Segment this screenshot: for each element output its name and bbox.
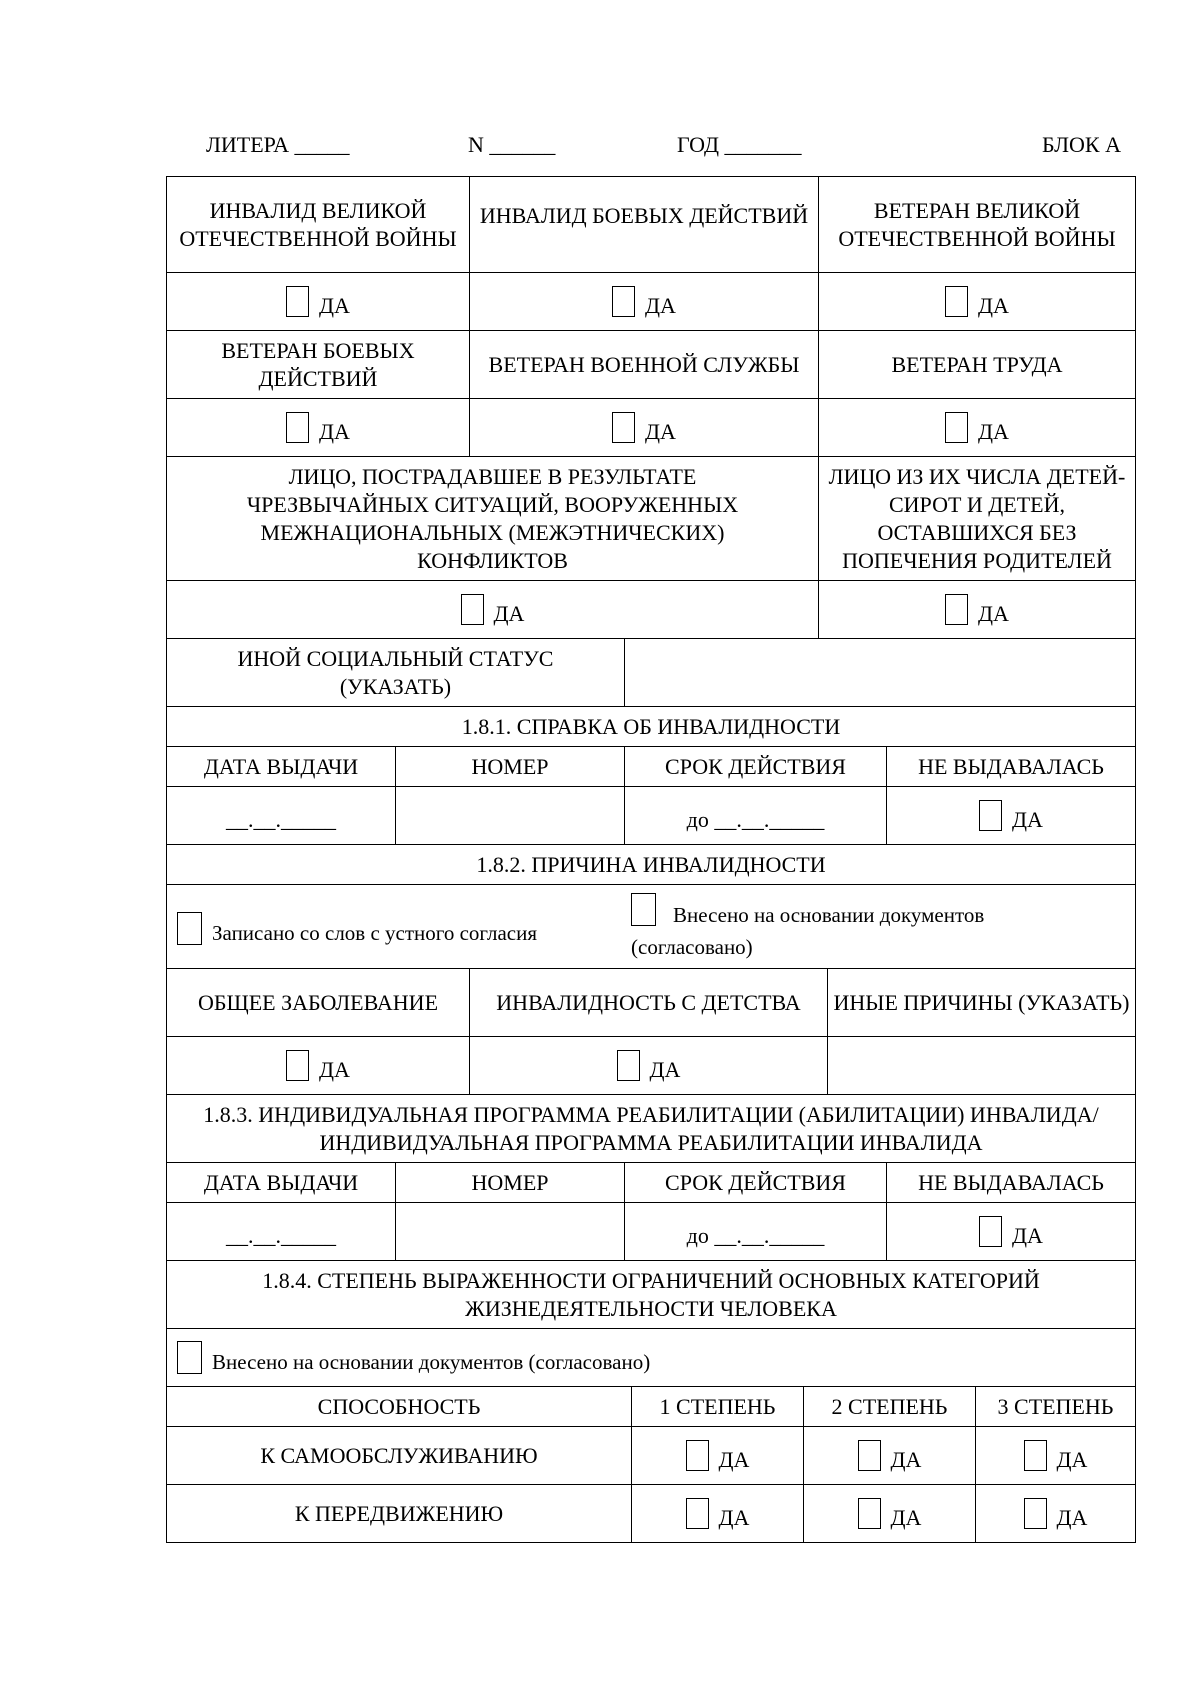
option-docs[interactable]	[631, 899, 1071, 963]
status-label-military-veteran: ВЕТЕРАН ВОЕННОЙ СЛУЖБЫ	[469, 330, 819, 399]
col-not-issued: НЕ ВЫДАВАЛАСЬ	[886, 746, 1136, 787]
status-cell	[818, 272, 1136, 331]
number-input[interactable]	[395, 786, 625, 845]
until-blank: до __.__._____	[686, 1223, 825, 1248]
status-label-combat-invalid: ИНВАЛИД БОЕВЫХ ДЕЙСТВИЙ	[469, 176, 819, 273]
checkbox[interactable]	[945, 412, 968, 443]
checkbox[interactable]	[1024, 1498, 1047, 1529]
status-label-combat-veteran: ВЕТЕРАН БОЕВЫХ ДЕЙСТВИЙ	[166, 330, 470, 399]
col-degree-2: 2 СТЕПЕНЬ	[803, 1386, 976, 1427]
yes-label: ДА	[1056, 1505, 1088, 1530]
yes-label: ДА	[978, 601, 1009, 626]
degree-cell	[631, 1484, 804, 1543]
col-number: НОМЕР	[395, 1162, 625, 1203]
checkbox[interactable]	[686, 1498, 709, 1529]
yes-label: ДА	[493, 601, 525, 626]
validity-input[interactable]	[624, 1202, 887, 1261]
col-issue-date: ДАТА ВЫДАЧИ	[166, 746, 396, 787]
col-ability: СПОСОБНОСТЬ	[166, 1386, 632, 1427]
status-cell	[166, 580, 819, 639]
section-183-title: 1.8.3. ИНДИВИДУАЛЬНАЯ ПРОГРАММА РЕАБИЛИТАЦИИ (АБИЛИТАЦИИ) ИНВАЛИДА/ИНДИВИДУАЛЬНАЯ ПРОГРАММА РЕАБИЛИТАЦИИ ИНВАЛИДА	[166, 1094, 1136, 1163]
consent-row	[166, 884, 1136, 969]
checkbox[interactable]	[945, 594, 968, 625]
status-cell	[818, 580, 1136, 639]
section-182-title: 1.8.2. ПРИЧИНА ИНВАЛИДНОСТИ	[166, 844, 1136, 885]
form-table	[166, 176, 1136, 1564]
col-childhood-disability: ИНВАЛИДНОСТЬ С ДЕТСТВА	[469, 968, 828, 1037]
yes-label: ДА	[978, 293, 1009, 318]
col-number: НОМЕР	[395, 746, 625, 787]
checkbox[interactable]	[631, 893, 656, 926]
ability-self-care: К САМООБСЛУЖИВАНИЮ	[166, 1426, 632, 1485]
degree-cell	[803, 1426, 976, 1485]
yes-label: ДА	[319, 1057, 350, 1082]
issue-date-input[interactable]	[166, 786, 396, 845]
checkbox[interactable]	[286, 412, 309, 443]
yes-label: ДА	[978, 419, 1009, 444]
status-label-wwii-invalid: ИНВАЛИД ВЕЛИКОЙ ОТЕЧЕСТВЕННОЙ ВОЙНЫ	[166, 176, 470, 273]
yes-label: ДА	[718, 1447, 750, 1472]
option-verbal[interactable]	[177, 912, 537, 945]
litera-field[interactable]: ЛИТЕРА _____	[206, 132, 350, 157]
reason-cell	[166, 1036, 470, 1095]
number-input[interactable]	[395, 1202, 625, 1261]
col-validity: СРОК ДЕЙСТВИЯ	[624, 746, 887, 787]
checkbox[interactable]	[858, 1440, 881, 1471]
yes-label: ДА	[1056, 1447, 1088, 1472]
status-label-wwii-veteran: ВЕТЕРАН ВЕЛИКОЙ ОТЕЧЕСТВЕННОЙ ВОЙНЫ	[818, 176, 1136, 273]
not-issued-cell	[886, 786, 1136, 845]
checkbox[interactable]	[612, 286, 635, 317]
checkbox[interactable]	[461, 594, 484, 625]
degree-cell	[803, 1484, 976, 1543]
yes-label: ДА	[1012, 807, 1043, 832]
checkbox[interactable]	[945, 286, 968, 317]
col-other-reasons: ИНЫЕ ПРИЧИНЫ (УКАЗАТЬ)	[827, 968, 1136, 1037]
yes-label: ДА	[645, 419, 676, 444]
status-cell	[818, 398, 1136, 457]
degree-cell	[631, 1426, 804, 1485]
section-184-title: 1.8.4. СТЕПЕНЬ ВЫРАЖЕННОСТИ ОГРАНИЧЕНИЙ ОСНОВНЫХ КАТЕГОРИЙ ЖИЗНЕДЕЯТЕЛЬНОСТИ ЧЕЛОВЕКА	[166, 1260, 1136, 1329]
degree-cell	[975, 1426, 1136, 1485]
reason-cell	[469, 1036, 828, 1095]
until-blank: до __.__._____	[686, 807, 825, 832]
yes-label: ДА	[645, 293, 676, 318]
option-docs-label: Внесено на основании документов (согласовано)	[631, 903, 985, 959]
status-cell	[166, 272, 470, 331]
checkbox[interactable]	[612, 412, 635, 443]
yes-label: ДА	[718, 1505, 750, 1530]
yes-label: ДА	[649, 1057, 681, 1082]
yes-label: ДА	[1012, 1223, 1043, 1248]
docs-row	[166, 1328, 1136, 1387]
checkbox[interactable]	[177, 1341, 202, 1374]
checkbox[interactable]	[858, 1498, 881, 1529]
year-field[interactable]: ГОД _______	[677, 132, 802, 157]
col-general-disease: ОБЩЕЕ ЗАБОЛЕВАНИЕ	[166, 968, 470, 1037]
issue-date-input[interactable]	[166, 1202, 396, 1261]
checkbox[interactable]	[1024, 1440, 1047, 1471]
checkbox[interactable]	[286, 286, 309, 317]
checkbox[interactable]	[286, 1050, 309, 1081]
col-not-issued: НЕ ВЫДАВАЛАСЬ	[886, 1162, 1136, 1203]
status-label-labor-veteran: ВЕТЕРАН ТРУДА	[818, 330, 1136, 399]
col-degree-1: 1 СТЕПЕНЬ	[631, 1386, 804, 1427]
col-issue-date: ДАТА ВЫДАЧИ	[166, 1162, 396, 1203]
status-label-emergency-victim: ЛИЦО, ПОСТРАДАВШЕЕ В РЕЗУЛЬТАТЕ ЧРЕЗВЫЧАЙНЫХ СИТУАЦИЙ, ВООРУЖЕННЫХ МЕЖНАЦИОНАЛЬНЫХ (МЕЖЭТНИЧЕСКИХ) КОНФЛИКТОВ	[166, 456, 819, 581]
yes-label: ДА	[319, 293, 350, 318]
yes-label: ДА	[319, 419, 350, 444]
col-degree-3: 3 СТЕПЕНЬ	[975, 1386, 1136, 1427]
status-cell	[469, 272, 819, 331]
other-status-input[interactable]	[624, 638, 1136, 707]
not-issued-cell	[886, 1202, 1136, 1261]
degree-cell	[975, 1484, 1136, 1543]
date-blank: __.__._____	[226, 1223, 336, 1248]
yes-label: ДА	[890, 1447, 922, 1472]
other-status-label: ИНОЙ СОЦИАЛЬНЫЙ СТАТУС (УКАЗАТЬ)	[166, 638, 625, 707]
validity-input[interactable]	[624, 786, 887, 845]
checkbox[interactable]	[979, 800, 1002, 831]
status-cell	[166, 398, 470, 457]
section-181-title: 1.8.1. СПРАВКА ОБ ИНВАЛИДНОСТИ	[166, 706, 1136, 747]
col-validity: СРОК ДЕЙСТВИЯ	[624, 1162, 887, 1203]
checkbox[interactable]	[686, 1440, 709, 1471]
yes-label: ДА	[890, 1505, 922, 1530]
date-blank: __.__._____	[226, 807, 336, 832]
checkbox[interactable]	[617, 1050, 640, 1081]
status-label-orphan: ЛИЦО ИЗ ИХ ЧИСЛА ДЕТЕЙ-СИРОТ И ДЕТЕЙ, ОСТАВШИХСЯ БЕЗ ПОПЕЧЕНИЯ РОДИТЕЛЕЙ	[818, 456, 1136, 581]
option-docs-label: Внесено на основании документов (согласовано)	[212, 1350, 651, 1374]
other-reasons-input[interactable]	[827, 1036, 1136, 1095]
ability-mobility: К ПЕРЕДВИЖЕНИЮ	[166, 1484, 632, 1543]
block-label: БЛОК А	[1042, 132, 1121, 157]
option-verbal-label: Записано со слов с устного согласия	[212, 921, 537, 945]
option-docs[interactable]	[177, 1341, 650, 1374]
status-cell	[469, 398, 819, 457]
number-field[interactable]: N ______	[468, 132, 556, 157]
checkbox[interactable]	[979, 1216, 1002, 1247]
checkbox[interactable]	[177, 912, 202, 945]
